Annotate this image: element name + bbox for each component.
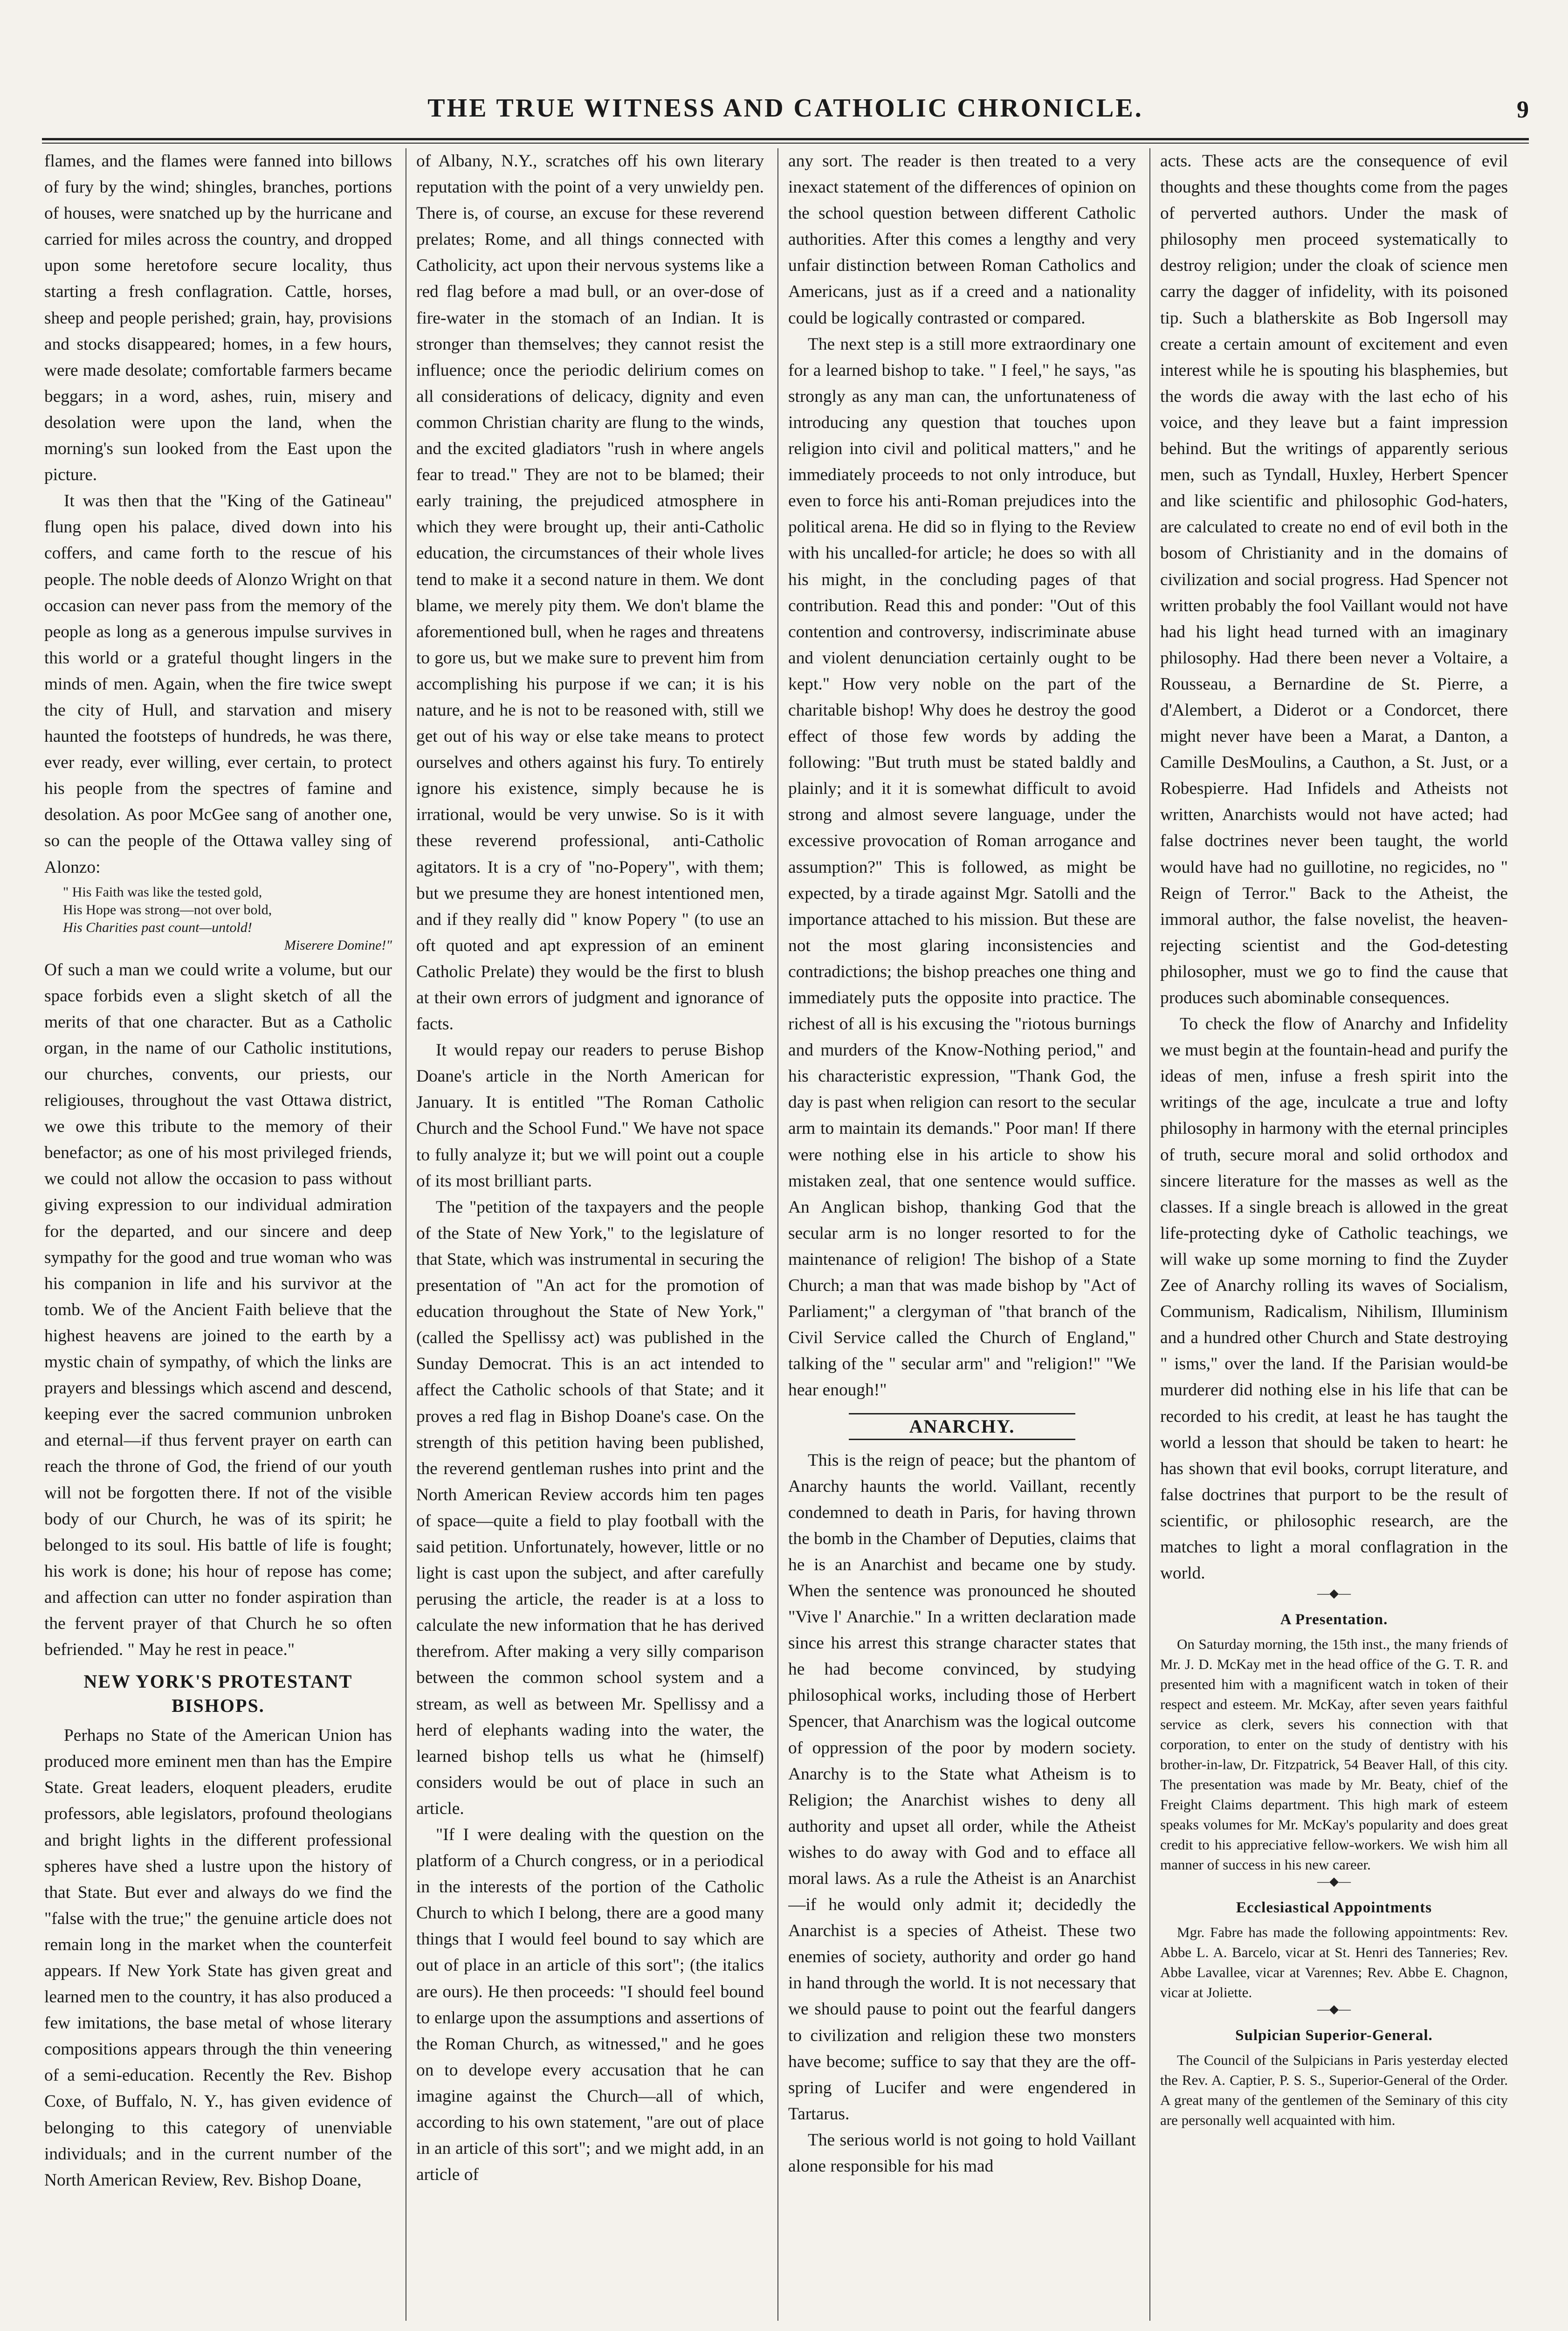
article-heading: ANARCHY. <box>849 1413 1075 1440</box>
paragraph: The "petition of the taxpayers and the people of the State of New York," to the legislature of that State, which was instrumental in securing the presentation of "An act for the promotion of education throughout the State of New York," (called the Spellissy act) was published in the Sunday Democrat. This is an act intended to affect the Catholic schools of that State; and it proves a red flag in Bishop Doane's case. On the strength of this petition having been published, the reverend gentleman rushes into print and the North American Review accords him ten pages of space—quite a field to play football with the said petition. Unfortunately, however, little or no light is cast upon the subject, and after carefully perusing the article, the reader is at a loss to calculate the new information that he has derived therefrom. After making a very silly comparison between the common school system and a stream, as well as between Mr. Spellissy and a herd of elephants wading into the water, the learned bishop tells us what he (himself) considers would be out of place in such an article. <box>416 1197 764 1818</box>
paragraph: To check the flow of Anarchy and Infidelity we must begin at the fountain-head and purify the ideas of men, infuse a fresh spirit into the writings of the age, inculcate a true and lofty philosophy in harmony with the eternal principles of truth, secure moral and solid orthodox and sincere literature for the masses as well as the classes. If a single breach is allowed in the great life-protecting dyke of Catholic teachings, we will wake up some morning to find the Zuyder Zee of Anarchy rolling its waves of Socialism, Communism, Radicalism, Nihilism, Illuminism and a hundred other Church and State destroying " isms," over the land. If the Parisian would-be murderer did nothing else in his life that can be recorded to his credit, at least he has taught the world a lesson that should be taken to heart: he has shown that evil books, corrupt literature, and false doctrines that purport to be the result of scientific, or philosophic research, are the matches to light a moral conflagration in the world. <box>1160 1014 1508 1583</box>
news-item <box>1160 1922 1508 2002</box>
page-number: 9 <box>1517 97 1529 123</box>
separator-ornament: —◆— <box>1317 1875 1351 1889</box>
paragraph: of Albany, N.Y., scratches off his own literary reputation with the point of a very unwieldy pen. There is, of course, an excuse for these reverend prelates; Rome, and all things connected with Catholicity, act upon their nervous systems like a red flag before a mad bull, or an over-dose of fire-water in the stomach of an Indian. It is stronger than themselves; they cannot resist the influence; once the periodic delirium comes on all considerations of delicacy, dignity and even common Christian charity are flung to the winds, and the excited gladiators "rush in where angels fear to tread." They are not to be blamed; their early training, the prejudiced atmosphere in which they were brought up, their anti-Catholic education, the circumstances of their whole lives tend to make it a second nature in them. We dont blame, we merely pity them. We don't blame the aforementioned bull, when he rages and threatens to gore us, but we make sure to prevent him from accomplishing his purpose if we can; it is his nature, and he is not to be reasoned with, still we get out of his way or else take means to protect ourselves and others against his fury. To entirely ignore his existence, simply because he is irrational, would be very unwise. So is it with these reverend professional, anti-Catholic agitators. It is a cry of "no-Popery", with them; but we presume they are honest intentioned men, and if they really did " know Popery " (to use an oft quoted and apt expression of an eminent Catholic Prelate) they would be the first to blush at their own errors of judgment and ignorance of facts. <box>416 152 764 1034</box>
separator-ornament: —◆— <box>1317 1586 1351 1600</box>
section-heading: Sulpician Superior-General. <box>1235 2027 1433 2044</box>
column-1 <box>44 148 392 2321</box>
paragraph: Mgr. Fabre has made the following appointments: Rev. Abbe L. A. Barcelo, vicar at St. Henri des Tanneries; Rev. Abbe Lavallee, vicar at Varennes; Rev. Abbe E. Chagnon, vicar at Joliette. <box>1160 1924 1508 2001</box>
paragraph: It would repay our readers to peruse Bishop Doane's article in the North American for January. It is entitled "The Roman Catholic Church and the School Fund." We have not space to fully analyze it; but we will point out a couple of its most brilliant parts. <box>416 1041 764 1191</box>
column-divider <box>777 148 778 2321</box>
paragraph: This is the reign of peace; but the phantom of Anarchy haunts the world. Vaillant, recently condemned to death in Paris, for having thrown the bomb in the Chamber of Deputies, claims that he is an Anarchist and became one by study. When the sentence was pronounced he shouted "Vive l' Anarchie." In a written declaration made since his arrest this strange character states that he had become convinced, by studying philosophical works, including those of Herbert Spencer, that Anarchism was the logical outcome of oppression of the poor by modern society. Anarchy is to the State what Atheism is to Religion; the Anarchist wishes to deny all authority and upset all order, while the Atheist wishes to do away with God and to efface all moral laws. As a rule the Atheist is an Anarchist—if he would only admit it; decidedly the Anarchist is a species of Atheist. These two enemies of society, authority and order go hand in hand through the world. It is not necessary that we should pause to point out the fearful dangers to civilization and religion these two monsters have become; suffice to say that they are the off-spring of Lucifer and were engendered in Tartarus. <box>788 1450 1136 2124</box>
article-heading: NEW YORK'S PROTESTANT BISHOPS. <box>83 1671 353 1717</box>
header-rule-thin <box>42 143 1529 144</box>
paragraph: The next step is a still more extraordinary one for a learned bishop to take. " I feel," he says, "as strongly as any man can, the unfortunateness of introducing any question that touches upon religion into civil and political matters," and he immediately proceeds to not only introduce, but even to force his anti-Roman prejudices into the political arena. He did so in flying to the Review with his uncalled-for article; he does so with all his might, in the concluding pages of that contribution. Read this and ponder: "Out of this contention and controversy, indiscriminate abuse and violent denunciation certainly ought to be kept." How very noble on the part of the charitable bishop! Why does he destroy the good effect of those few words by adding the following: "But truth must be stated baldly and plainly; and it it is somewhat difficult to avoid strong and almost severe language, under the excessive provocation of Roman arrogance and assumption?" This is followed, as might be expected, by a tirade against Mgr. Satolli and the importance attached to his mission. But these are not the most glaring inconsistencies and contradictions; the bishop preaches one thing and immediately puts the opposite into practice. The richest of all is his excusing the "riotous burnings and murders of the Know-Nothing period," and his characteristic expression, "Thank God, the day is past when religion can resort to the secular arm to maintain its demands." Poor man! If there were nothing else in his article to show his mistaken zeal, that one sentence would suffice. An Anglican bishop, thanking God that the secular arm is no longer resorted to for the maintenance of religion! The bishop of a State Church; a man that was made bishop by "Act of Parliament;" a clergyman of "that branch of the Civil Service called the Church of England," talking of the " secular arm" and "religion!" "We hear enough!" <box>788 334 1136 1400</box>
paragraph: flames, and the flames were fanned into billows of fury by the wind; shingles, branches, portions of houses, were snatched up by the hurricane and carried for miles across the country, and dropped upon some heretofore secure locality, thus starting a fresh conflagration. Cattle, horses, sheep and people perished; grain, hay, provisions and stocks disappeared; homes, in a few hours, were made desolate; comfortable farmers became beggars; in a word, ashes, ruin, misery and desolation were upon the land, when the morning's sun looked from the East upon the picture. <box>44 152 392 485</box>
verse-line: " His Faith was like the tested gold, <box>63 884 262 900</box>
column-3 <box>788 148 1136 2321</box>
column-4 <box>1160 148 1508 2321</box>
paragraph: The Council of the Sulpicians in Paris yesterday elected the Rev. A. Captier, P. S. S., Superior-General of the Order. A great many of the gentlemen of the Seminary of this city are personally well acquainted with him. <box>1160 2052 1508 2129</box>
paragraph: Perhaps no State of the American Union has produced more eminent men than has the Empire State. Great leaders, eloquent pleaders, erudite professors, able legislators, profound theologians and bright lights in the different professional spheres have shed a lustre upon the history of that State. But ever and always do we find the "false with the true;" the genuine article does not remain long in the market when the counterfeit appears. If New York State has given great and learned men to the country, it has also produced a few imitations, the base metal of whose literary compositions appears through the thin veneering of a semi-education. Recently the Rev. Bishop Coxe, of Buffalo, N. Y., has given evidence of belonging to this category of unenviable individuals; and in the current number of the North American Review, Rev. Bishop Doane, <box>44 1726 392 2190</box>
header-rule <box>42 138 1529 140</box>
verse-signature: Miserere Domine!" <box>284 937 392 953</box>
verse-line: His Hope was strong—not over bold, <box>63 902 272 917</box>
page-header <box>42 93 1529 138</box>
paragraph: Of such a man we could write a volume, but our space forbids even a slight sketch of all the merits of that one character. But as a Catholic organ, in the name of our Catholic institutions, our churches, convents, our priests, our religiouses, throughout the vast Ottawa district, we owe this tribute to the memory of their benefactor; as one of his most privileged friends, we could not allow the occasion to pass without giving expression to our individual admiration for the departed, and our sincere and deep sympathy for the good and true woman who was his companion in life and his survivor at the tomb. We of the Ancient Faith believe that the highest heavens are joined to the earth by a mystic chain of sympathy, of which the links are prayers and blessings which ascend and descend, keeping ever the sacred communion unbroken and eternal—if thus fervent prayer on earth can reach the throne of God, the friend of our youth will not be forgotten there. If not of the visible body of our Church, he was of its spirit; he belonged to its soul. His battle of life is fought; his work is done; his hour of repose has come; and affection can utter no fonder aspiration than the fervent prayer of that Church he so often befriended. " May he rest in peace." <box>44 960 392 1660</box>
paragraph: "If I were dealing with the question on the platform of a Church congress, or in a periodical in the interests of the portion of the Catholic Church to which I belong, there are a good many things that I would feel bound to say which are out of place in an article of this sort"; (the italics are ours). He then proceeds: "I should feel bound to enlarge upon the assumptions and assertions of the Roman Church, as witnessed," and he goes on to develope every accusation that he can imagine against the Church—all of which, according to his own statement, "are out of place in an article of this sort"; and we might add, in an article of <box>416 1825 764 2185</box>
separator-ornament: —◆— <box>1317 2002 1351 2016</box>
news-item <box>1160 1634 1508 1875</box>
section-heading: A Presentation. <box>1280 1611 1388 1628</box>
paragraph: acts. These acts are the consequence of evil thoughts and these thoughts come from the pages of perverted authors. Under the mask of philosophy men proceed systematically to destroy religion; under the cloak of science men carry the dagger of infidelity, with its poisoned tip. Such a blatherskite as Bob Ingersoll may create a certain amount of excitement and even interest while he is spouting his blasphemies, but the words die away with the last echo of his voice, and they leave but a faint impression behind. But the writings of apparently serious men, such as Tyndall, Huxley, Herbert Spencer and like scientific and philosophic God-haters, are calculated to create no end of evil both in the bosom of Christianity and in the domains of civilization and social progress. Had Spencer not written probably the fool Vaillant would not have had his light head turned with an imaginary philosophy. Had there been never a Voltaire, a Rousseau, a Bernardine de St. Pierre, a d'Alembert, a Diderot or a Condorcet, there might never have been a Marat, a Danton, a Camille DesMoulins, a Cauthon, a St. Just, or a Robespierre. Had Infidels and Atheists not written, Anarchists would not have acted; had false doctrines never been taught, the world would have had no guillotine, no regicides, no " Reign of Terror." Back to the Atheist, the immoral author, the false novelist, the heaven-rejecting scientist and the God-detesting philosopher, must we go to find the cause that produces such abominable consequences. <box>1160 152 1508 1007</box>
section-heading: Ecclesiastical Appointments <box>1236 1899 1432 1917</box>
paragraph: The serious world is not going to hold Vaillant alone responsible for his mad <box>788 2130 1136 2176</box>
verse-line: His Charities past count—untold! <box>63 919 252 935</box>
column-divider <box>1149 148 1150 2321</box>
paragraph: It was then that the "King of the Gatineau" flung open his palace, dived down into his coffers, and came forth to the rescue of his people. The noble deeds of Alonzo Wright on that occasion can never pass from the memory of the people as long as a generous impulse survives in this world or a grateful thought lingers in the minds of men. Again, when the fire twice swept the city of Hull, and starvation and misery haunted the footsteps of hundreds, he was there, ever ready, ever willing, ever certain, to protect his people from the spectres of famine and desolation. As poor McGee sang of another one, so can the people of the Ottawa valley sing of Alonzo: <box>44 491 392 877</box>
paragraph: On Saturday morning, the 15th inst., the many friends of Mr. J. D. McKay met in the head office of the G. T. R. and presented him with a magnificent watch in token of their respect and esteem. Mr. McKay, after seven years faithful service as clerk, severs his connection with that corporation, to enter on the study of dentistry with his brother-in-law, Dr. Fitzpatrick, 54 Beaver Hall, of this city. The presentation was made by Mr. Beaty, chief of the Freight Claims department. This high mark of esteem speaks volumes for Mr. McKay's popularity and does great credit to his appreciative fellow-workers. We wish him all manner of success in his new career. <box>1160 1636 1508 1873</box>
masthead: THE TRUE WITNESS AND CATHOLIC CHRONICLE. <box>427 94 1143 123</box>
paragraph: any sort. The reader is then treated to a very inexact statement of the differences of opinion on the school question between different Catholic authorities. After this comes a lengthy and very unfair distinction between Roman Catholics and Americans, just as if a creed and a nationality could be logically contrasted or compared. <box>788 152 1136 328</box>
news-item <box>1160 2050 1508 2130</box>
column-2 <box>416 148 764 2321</box>
verse-quote <box>63 883 392 954</box>
